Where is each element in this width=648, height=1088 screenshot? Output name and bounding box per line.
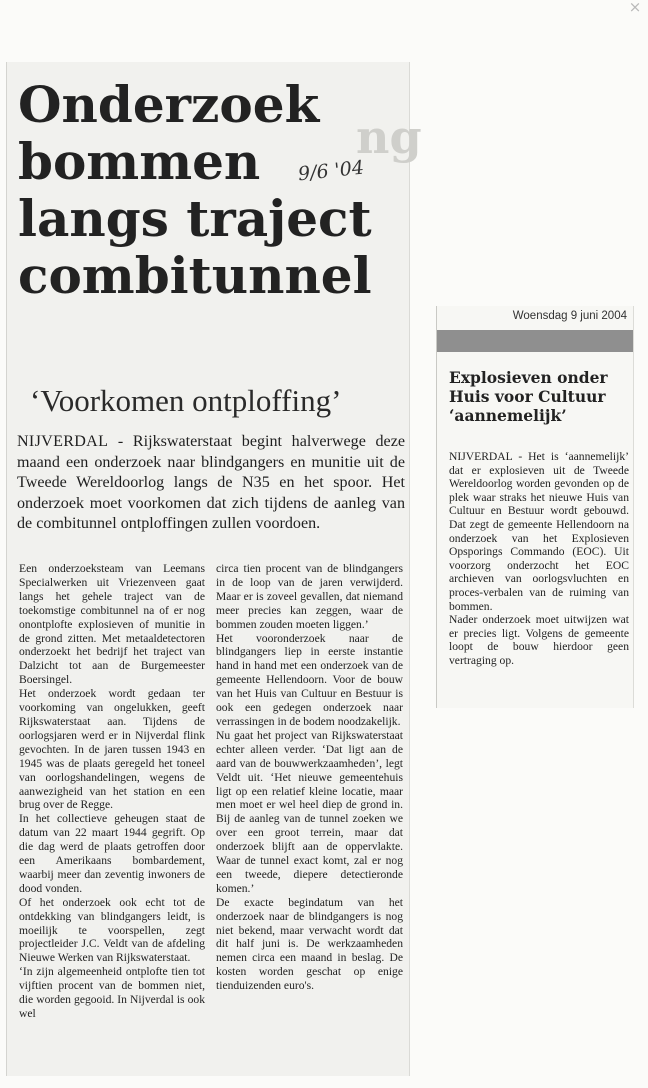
close-icon[interactable]: ×	[628, 0, 642, 16]
article-headline: Onderzoek bommen langs traject combitunnel	[18, 75, 372, 305]
paragraph: Het onderzoek wordt gedaan ter voorkoming van ongelukken, geeft Rijkswaterstaat aan. Tijdens de oorlogsjaren werd er in Nijverdal flink gevochten. In de jaren tussen 1943 en 1945 was de plaats geregeld het toneel van oorlogshandelingen, wegens de aanwezigheid van het station en een brug over de Regge.	[19, 687, 205, 812]
article-subheading: ‘Voorkomen ontploffing’	[30, 383, 342, 418]
sidebar-clipping	[436, 306, 634, 708]
article-column-1	[19, 562, 205, 1021]
article-lead	[17, 432, 405, 535]
paragraph: Nader onderzoek moet uitwijzen wat er precies ligt. Volgens de gemeente loopt de bouw hierdoor geen vertraging op.	[449, 613, 629, 667]
sidebar-body	[449, 450, 629, 668]
bleed-through-text: ng	[356, 110, 422, 164]
paragraph: In het collectieve geheugen staat de datum van 22 maart 1944 gegrift. Op die dag werd de plaats getroffen door een Amerikaans bombardement, waarbij meer dan zeventig inwoners de dood vonden.	[19, 812, 205, 895]
paragraph: De exacte begindatum van het onderzoek naar de blindgangers is nog niet bekend, maar verwacht wordt dat dit half juni is. De werkzaamheden nemen circa een maand in beslag. De kosten worden geschat op enige tienduizenden euro's.	[216, 895, 403, 993]
article-column-2	[216, 562, 403, 993]
paragraph: circa tien procent van de blindgangers in de loop van de jaren verwijderd. Maar er is zoveel gevallen, dat niemand meer precies kan zeggen, waar de bommen zouden moeten liggen.’	[216, 562, 403, 631]
article-dateline: NIJVERDAL	[17, 433, 109, 450]
sidebar-date: Woensdag 9 juni 2004	[512, 310, 627, 322]
paragraph: Een onderzoeksteam van Leemans Specialwerken uit Vriezenveen gaat langs het gehele traject van de toekomstige combitunnel na of er nog onontplofte explosieven of munitie in de grond zitten. Met metaaldetectoren onderzoekt het bedrijf het traject van Dalzicht tot aan de Burgemeester Boersingel.	[19, 562, 205, 687]
handwritten-date: 9/6 '04	[297, 156, 366, 186]
paragraph: Of het onderzoek ook echt tot de ontdekking van blindgangers leidt, is moeilijk te voorspellen, zegt projectleider J.C. Veldt van de afdeling Nieuwe Werken van Rijkswaterstaat.	[19, 895, 205, 965]
paragraph: Nu gaat het project van Rijkswaterstaat echter alleen verder. ‘Dat ligt aan de aard van de bouwwerkzaamheden’, legt Veldt uit. ‘Het nieuwe gemeentehuis ligt op een relatief kleine locatie, maar men moet er wel heel diep de grond in. Bij de aanleg van de tunnel zoeken we over een groot terrein, maar dat onderzoek blijft aan de oppervlakte. Waar de tunnel exact komt, zal er nog een tweede, diepere detectieronde komen.’	[216, 728, 403, 895]
article-lead-text: - Rijkswaterstaat begint halverwege deze maand een onderzoek naar blindgangers en munitie uit de Tweede Wereldoorlog langs de N35 en het spoor. Het onderzoek moet voorkomen dat zich tijdens de aanleg van de combitunnel ontploffingen zullen voordoen.	[17, 433, 405, 533]
sidebar-header-bar	[437, 330, 633, 352]
paragraph: ‘In zijn algemeenheid ontplofte tien tot vijftien procent van de bommen niet, die worden gegooid. In Nijverdal is ook wel	[19, 965, 205, 1020]
paragraph: NIJVERDAL - Het is ‘aannemelijk’ dat er explosieven uit de Tweede Wereldoorlog worden gevonden op de plek waar straks het nieuwe Huis van Cultuur en Bestuur wordt gebouwd. Dat zegt de gemeente Hellendoorn na onderzoek van het Explosieven Opsporings Commando (EOC). Uit voorzorg onderzocht het EOC archieven van oorlogsvluchten en proces-verbalen van de ruiming van bommen.	[449, 450, 629, 613]
paragraph: Het vooronderzoek naar de blindgangers liep in eerste instantie hand in hand met een onderzoek van de gemeente Hellendoorn. Voor de bouw van het Huis van Cultuur en Bestuur is ook een gedegen onderzoek naar verrassingen in de bodem noodzakelijk.	[216, 631, 403, 728]
sidebar-headline: Explosieven onder Huis voor Cultuur ‘aannemelijk’	[449, 368, 608, 425]
